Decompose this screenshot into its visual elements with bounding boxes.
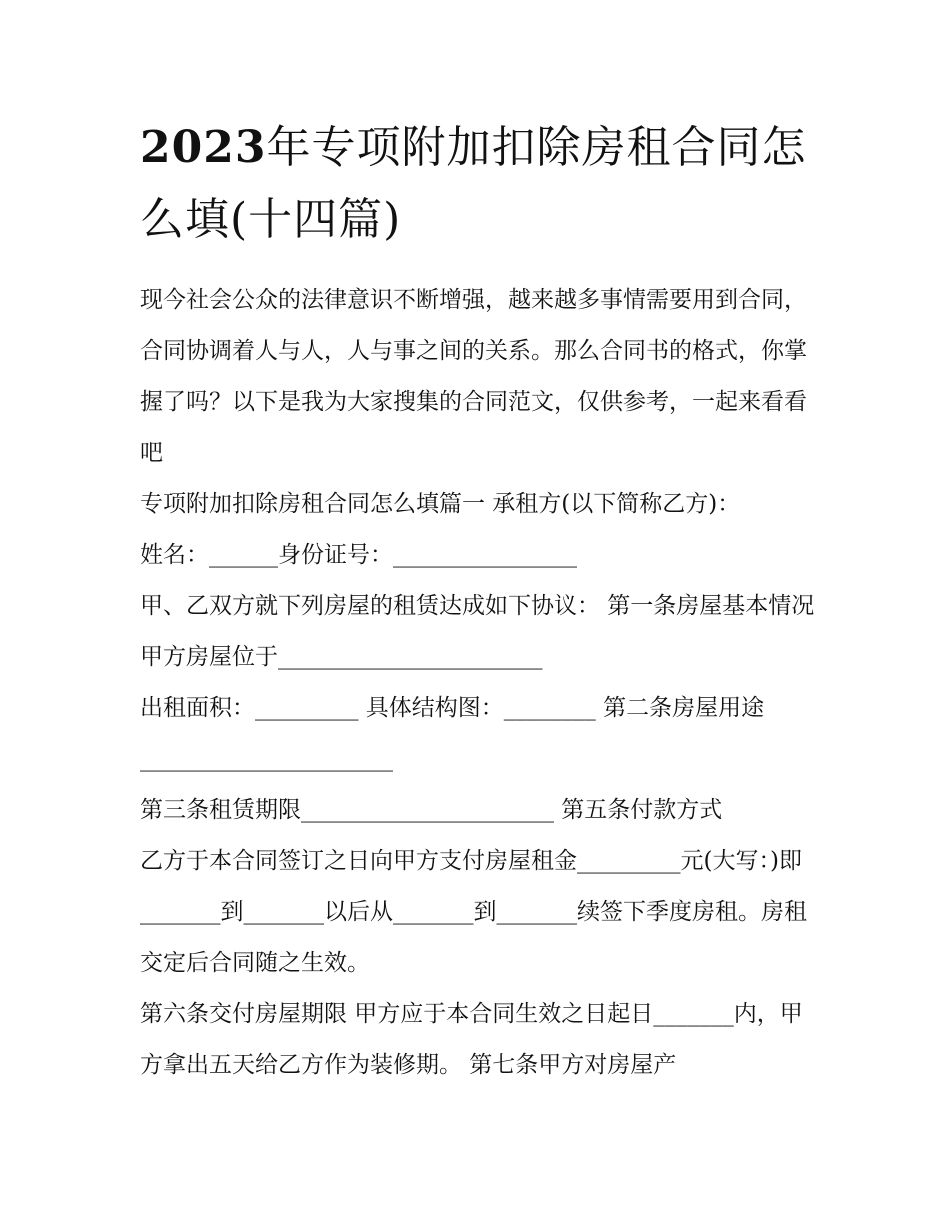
paragraph-intro: 现今社会公众的法律意识不断增强，越来越多事情需要用到合同，合同协调着人与人，人与事之间的关系。那么合同书的格式，你掌握了吗？以下是我为大家搜集的合同范文，仅供参考，一起来看看吧	[140, 287, 807, 466]
paragraph-payment: 乙方于本合同签订之日向甲方支付房屋租金_________元(大写：)即_______到_______以后从_______到_______续签下季度房租。房租交定后合同随之生效。	[140, 848, 807, 976]
paragraph-delivery: 第六条交付房屋期限 甲方应于本合同生效之日起日_______内，甲方拿出五天给乙方作为装修期。 第七条甲方对房屋产	[140, 1001, 803, 1078]
document-body	[140, 275, 820, 1091]
paragraph-name-id: 姓名：______身份证号：________________	[140, 542, 577, 568]
title-year: 2023	[140, 122, 267, 173]
paragraph-article-one: 甲、乙双方就下列房屋的租赁达成如下协议： 第一条房屋基本情况 甲方房屋位于_______________________	[140, 593, 815, 670]
paragraph-area-usage: 出租面积：_________ 具体结构图：________ 第二条房屋用途______________________	[140, 695, 765, 772]
title-text: 年专项附加扣除房租合同怎么填(十四篇)	[140, 122, 807, 245]
document-title	[140, 112, 830, 256]
paragraph-section-one: 专项附加扣除房租合同怎么填篇一 承租方(以下简称乙方)：	[140, 491, 741, 517]
paragraph-lease-term: 第三条租赁期限______________________ 第五条付款方式	[140, 797, 723, 823]
